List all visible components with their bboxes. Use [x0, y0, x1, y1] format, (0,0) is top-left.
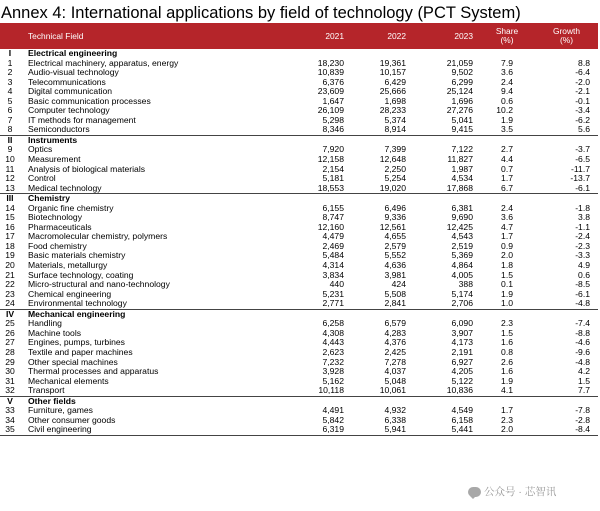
- row-value-2023: 1,987: [451, 163, 473, 174]
- row-value-2022: 6,579: [384, 318, 406, 329]
- section-roman: IV: [0, 309, 20, 319]
- row-value-2022: 5,374: [384, 114, 406, 125]
- row-share: 0.6: [501, 95, 513, 106]
- row-number: 16: [5, 221, 15, 232]
- row-value-2022: 5,508: [384, 288, 406, 299]
- row-number: 10: [5, 154, 15, 165]
- row-value-2021: 5,842: [322, 414, 344, 425]
- row-share: 2.0: [479, 425, 535, 435]
- row-share: 2.7: [501, 144, 513, 155]
- row-value-2022: 7,278: [384, 356, 406, 367]
- row-share: 0.7: [501, 163, 513, 174]
- row-field-name: Semiconductors: [28, 124, 90, 135]
- row-share: 4.1: [501, 385, 513, 396]
- row-value-2022: 4,283: [384, 327, 406, 338]
- row-value-2021: 5,231: [322, 288, 344, 299]
- row-value-2021: 4,443: [322, 337, 344, 348]
- row-value-2021: 12,158: [317, 154, 344, 165]
- row-share: 10.2: [496, 105, 513, 116]
- row-value-2023: 21,059: [446, 57, 473, 68]
- row-growth: 7.7: [578, 385, 590, 396]
- row-share: 1.5: [501, 269, 513, 280]
- row-value-2022: 4,932: [384, 405, 406, 416]
- row-number: 8: [7, 124, 13, 135]
- row-number: 7: [7, 114, 13, 125]
- row-field-name: Pharmaceuticals: [28, 221, 92, 232]
- row-number: 27: [5, 337, 15, 348]
- header-technical-field: Technical Field: [28, 31, 84, 41]
- row-value-2023: 5,041: [451, 114, 473, 125]
- row-field-name: Micro-structural and nano-technology: [28, 279, 170, 290]
- row-field-name: Textile and paper machines: [28, 346, 133, 357]
- row-number: 22: [5, 279, 15, 290]
- row-share: 2.3: [501, 414, 513, 425]
- row-value-2022: 25,666: [379, 86, 406, 97]
- table-row: [0, 184, 598, 194]
- row-number: 12: [5, 173, 15, 184]
- row-growth: -2.3: [575, 240, 590, 251]
- row-value-2023: 2,191: [451, 346, 473, 357]
- row-field-name: Electrical machinery, apparatus, energy: [28, 57, 179, 68]
- row-field-name: IT methods for management: [28, 114, 136, 125]
- row-value-2023: 9,415: [451, 124, 473, 135]
- row-value-2021: 440: [329, 279, 344, 290]
- row-number: 18: [5, 240, 15, 251]
- row-field-name: Transport: [28, 385, 65, 396]
- row-growth: -3.3: [575, 250, 590, 261]
- row-value-2022: 7,399: [384, 144, 406, 155]
- row-value-2023: 1,696: [451, 95, 473, 106]
- row-number: 17: [5, 231, 15, 242]
- row-value-2021: 2,623: [322, 346, 344, 357]
- row-value-2022: 5,552: [384, 250, 406, 261]
- row-value-2022: 1,698: [384, 95, 406, 106]
- row-value-2022: 8,914: [384, 124, 406, 135]
- row-value-2022: 5,254: [384, 173, 406, 184]
- row-growth: -2.8: [575, 414, 590, 425]
- row-value-2023: 6,299: [451, 76, 473, 87]
- row-field-name: Engines, pumps, turbines: [28, 337, 125, 348]
- header-year-2021: 2021: [325, 31, 344, 41]
- row-growth: 5.6: [578, 124, 590, 135]
- row-growth: -4.8: [575, 356, 590, 367]
- row-number: 20: [5, 260, 15, 271]
- row-field-name: Other consumer goods: [28, 414, 116, 425]
- row-share: 2.4: [501, 76, 513, 87]
- row-field-name: Measurement: [28, 154, 81, 165]
- row-value-2021: 10,118: [318, 385, 344, 396]
- row-value-2023: 2,519: [451, 240, 473, 251]
- row-value-2023: 12,425: [446, 221, 473, 232]
- row-value-2022: 19,020: [379, 182, 406, 193]
- row-number: 24: [5, 298, 15, 309]
- row-number: 13: [5, 182, 15, 193]
- row-value-2021: 26,109: [317, 105, 344, 116]
- row-value-2022: 19,361: [379, 57, 406, 68]
- section-name: Other fields: [20, 396, 280, 406]
- row-value-2022: 2,425: [384, 346, 406, 357]
- row-value-2022: 4,037: [384, 366, 406, 377]
- row-share: 2.6: [501, 356, 513, 367]
- row-value-2021: 23,609: [317, 86, 344, 97]
- row-field-name: Machine tools: [28, 327, 82, 338]
- row-value-2023: 27,276: [446, 105, 473, 116]
- row-field-name: Organic fine chemistry: [28, 202, 114, 213]
- row-value-2023: 5,174: [451, 288, 473, 299]
- row-value-2023: 6,927: [451, 356, 473, 367]
- row-field-name: Basic materials chemistry: [28, 250, 126, 261]
- row-value-2021: 5,484: [322, 250, 344, 261]
- row-value-2023: 4,549: [451, 405, 473, 416]
- row-value-2023: 6,090: [451, 318, 473, 329]
- row-share: 1.6: [501, 337, 513, 348]
- row-field-name: Food chemistry: [28, 240, 87, 251]
- row-share: 1.9: [501, 375, 513, 386]
- row-value-2021: 2,771: [322, 298, 344, 309]
- row-value-2023: 4,005: [451, 269, 473, 280]
- row-value-2023: 2,706: [451, 298, 473, 309]
- row-field-name: Control: [28, 173, 56, 184]
- row-value-2022: 10,061: [379, 385, 406, 396]
- row-value-2023: 4,205: [451, 366, 473, 377]
- row-growth: -7.8: [575, 405, 590, 416]
- row-field-name: Mechanical elements: [28, 375, 109, 386]
- row-share: 3.6: [501, 67, 513, 78]
- row-field-name: Optics: [28, 144, 53, 155]
- row-value-2021: 18,230: [317, 57, 344, 68]
- row-value-2022: 12,648: [379, 154, 406, 165]
- row-growth: -9.6: [575, 346, 590, 357]
- row-share: 7.9: [501, 57, 513, 68]
- row-value-2022: 2,250: [384, 163, 406, 174]
- row-value-2022: 6,338: [384, 414, 406, 425]
- row-value-2021: 7,232: [322, 356, 344, 367]
- row-field-name: Telecommunications: [28, 76, 106, 87]
- row-value-2021: 2,154: [322, 163, 344, 174]
- row-value-2021: 5,181: [322, 173, 344, 184]
- row-value-2021: 8,346: [322, 124, 344, 135]
- row-growth: -3.7: [575, 144, 590, 155]
- row-value-2021: 12,160: [317, 221, 344, 232]
- row-growth: -1.8: [575, 202, 590, 213]
- row-number: 14: [5, 202, 15, 213]
- row-number: 23: [5, 288, 15, 299]
- row-growth: -8.4: [535, 425, 598, 435]
- row-growth: -6.1: [575, 182, 590, 193]
- row-growth: -4.8: [575, 298, 590, 309]
- row-value-2022: 10,157: [379, 67, 406, 78]
- row-number: 35: [0, 425, 20, 435]
- row-value-2021: 10,839: [317, 67, 344, 78]
- row-number: 33: [5, 405, 15, 416]
- row-share: 2.0: [501, 250, 513, 261]
- row-number: 9: [7, 144, 13, 155]
- row-growth: -6.1: [575, 288, 590, 299]
- row-value-2023: 25,124: [446, 86, 473, 97]
- row-value-2022: 2,579: [384, 240, 406, 251]
- row-value-2021: 8,747: [322, 212, 344, 223]
- row-number: 5: [7, 95, 13, 106]
- row-number: 32: [5, 385, 15, 396]
- row-field-name: Civil engineering: [20, 425, 280, 435]
- row-field-name: Thermal processes and apparatus: [28, 366, 159, 377]
- row-value-2023: 5,369: [451, 250, 473, 261]
- row-share: 4.7: [501, 221, 513, 232]
- row-growth: 4.9: [578, 260, 590, 271]
- pct-table: [0, 23, 598, 436]
- row-value-2023: 5,441: [412, 425, 479, 435]
- row-value-2023: 4,543: [451, 231, 473, 242]
- row-share: 2.4: [501, 202, 513, 213]
- row-share: 1.7: [501, 231, 513, 242]
- row-value-2021: 4,308: [322, 327, 344, 338]
- row-value-2023: 17,868: [446, 182, 473, 193]
- row-number: 19: [5, 250, 15, 261]
- row-value-2023: 6,381: [451, 202, 473, 213]
- row-growth: -8.5: [575, 279, 590, 290]
- row-value-2022: 28,233: [379, 105, 406, 116]
- row-growth: -2.0: [575, 76, 590, 87]
- header-year-2023: 2023: [454, 31, 473, 41]
- row-share: 1.6: [501, 366, 513, 377]
- row-field-name: Audio-visual technology: [28, 67, 119, 78]
- row-growth: -0.1: [575, 95, 590, 106]
- table-row: [0, 125, 598, 135]
- row-field-name: Digital communication: [28, 86, 113, 97]
- row-growth: -6.4: [575, 67, 590, 78]
- row-share: 1.9: [501, 288, 513, 299]
- row-field-name: Computer technology: [28, 105, 110, 116]
- row-value-2022: 4,655: [384, 231, 406, 242]
- section-roman: I: [8, 48, 12, 58]
- row-growth: -4.6: [575, 337, 590, 348]
- header-share-label: Share: [495, 26, 519, 36]
- row-value-2022: 4,376: [384, 337, 406, 348]
- row-number: 25: [5, 318, 15, 329]
- row-share: 2.3: [501, 318, 513, 329]
- table-row: [0, 386, 598, 396]
- row-value-2022: 4,636: [384, 260, 406, 271]
- row-number: 31: [5, 375, 15, 386]
- row-field-name: Other special machines: [28, 356, 118, 367]
- row-value-2022: 9,336: [384, 212, 406, 223]
- row-value-2021: 6,319: [280, 425, 350, 435]
- row-growth: -6.2: [575, 114, 590, 125]
- row-growth: 3.8: [578, 212, 590, 223]
- row-value-2021: 3,928: [322, 366, 344, 377]
- table-row: [0, 299, 598, 309]
- row-number: 11: [5, 163, 15, 174]
- row-value-2023: 4,173: [451, 337, 473, 348]
- row-number: 29: [5, 356, 15, 367]
- section-roman: II: [0, 135, 20, 145]
- row-share: 3.6: [501, 212, 513, 223]
- row-growth: -3.4: [575, 105, 590, 116]
- row-number: 2: [7, 67, 13, 78]
- row-growth: -8.8: [575, 327, 590, 338]
- row-growth: -2.1: [575, 86, 590, 97]
- row-value-2023: 10,836: [446, 385, 473, 396]
- row-value-2021: 5,298: [322, 114, 344, 125]
- table-header-row: [0, 23, 598, 49]
- section-name: Electrical engineering: [28, 48, 118, 58]
- header-growth: [535, 23, 598, 49]
- row-share: 1.8: [501, 260, 513, 271]
- row-field-name: Surface technology, coating: [28, 269, 134, 280]
- row-value-2023: 3,907: [451, 327, 473, 338]
- row-field-name: Chemical engineering: [28, 288, 112, 299]
- row-value-2021: 1,647: [322, 95, 344, 106]
- header-number: [0, 23, 20, 49]
- row-share: 3.5: [501, 124, 513, 135]
- section-name: Instruments: [20, 135, 280, 145]
- row-share: 1.9: [501, 114, 513, 125]
- watermark: [468, 484, 556, 499]
- row-value-2023: 4,864: [451, 260, 473, 271]
- row-number: 30: [5, 366, 15, 377]
- row-field-name: Analysis of biological materials: [28, 163, 146, 174]
- section-name: Chemistry: [20, 194, 280, 204]
- row-value-2022: 2,841: [384, 298, 406, 309]
- row-value-2022: 5,048: [384, 375, 406, 386]
- row-value-2023: 6,158: [451, 414, 473, 425]
- row-growth: 1.5: [578, 375, 590, 386]
- row-share: 0.1: [501, 279, 513, 290]
- row-growth: -11.7: [571, 163, 590, 174]
- header-year-2022: 2022: [387, 31, 406, 41]
- row-field-name: Environmental technology: [28, 298, 127, 309]
- header-growth-unit: (%): [559, 35, 574, 45]
- row-growth: -1.1: [575, 221, 590, 232]
- row-share: 0.8: [501, 346, 513, 357]
- table-row: [0, 425, 598, 435]
- row-number: 3: [7, 76, 13, 87]
- header-growth-label: Growth: [553, 26, 580, 36]
- row-number: 4: [7, 86, 13, 97]
- row-field-name: Handling: [28, 318, 62, 329]
- row-value-2021: 4,479: [322, 231, 344, 242]
- table-body: [0, 49, 598, 435]
- row-value-2023: 4,534: [451, 173, 473, 184]
- row-value-2021: 3,834: [322, 269, 344, 280]
- row-value-2022: 3,981: [384, 269, 406, 280]
- row-field-name: Basic communication processes: [28, 95, 151, 106]
- row-field-name: Furniture, games: [28, 405, 93, 416]
- row-share: 1.7: [501, 173, 513, 184]
- row-share: 0.9: [501, 240, 513, 251]
- row-growth: 0.6: [578, 269, 590, 280]
- row-share: 1.7: [501, 405, 513, 416]
- row-growth: -6.5: [575, 154, 590, 165]
- row-growth: 4.2: [578, 366, 590, 377]
- row-share: 1.5: [501, 327, 513, 338]
- row-growth: -13.7: [570, 173, 590, 184]
- row-value-2021: 5,162: [322, 375, 344, 386]
- row-value-2022: 12,561: [379, 221, 406, 232]
- row-value-2021: 6,155: [322, 202, 344, 213]
- row-growth: 8.8: [578, 57, 590, 68]
- section-roman: III: [0, 194, 20, 204]
- row-number: 15: [5, 212, 15, 223]
- row-share: 9.4: [501, 86, 513, 97]
- row-value-2023: 11,827: [447, 154, 473, 165]
- row-growth: -7.4: [575, 318, 590, 329]
- header-share: [479, 23, 535, 49]
- row-value-2021: 4,314: [322, 260, 344, 271]
- row-number: 21: [5, 269, 15, 280]
- section-name: Mechanical engineering: [20, 309, 280, 319]
- row-value-2023: 9,690: [451, 212, 473, 223]
- row-value-2021: 2,469: [322, 240, 344, 251]
- row-value-2023: 5,122: [451, 375, 473, 386]
- row-value-2021: 7,920: [322, 144, 344, 155]
- row-field-name: Biotechnology: [28, 212, 82, 223]
- row-value-2023: 388: [458, 279, 473, 290]
- row-number: 1: [7, 57, 13, 68]
- row-share: 4.4: [501, 154, 513, 165]
- row-number: 6: [7, 105, 13, 116]
- row-value-2022: 424: [391, 279, 406, 290]
- row-value-2022: 5,941: [350, 425, 412, 435]
- row-number: 34: [5, 414, 15, 425]
- row-number: 26: [5, 327, 15, 338]
- row-value-2023: 7,122: [451, 144, 473, 155]
- row-field-name: Medical technology: [28, 182, 102, 193]
- wechat-icon: [468, 487, 481, 497]
- section-roman: V: [0, 396, 20, 406]
- row-share: 6.7: [501, 182, 513, 193]
- watermark-text: 公众号 · 芯智讯: [484, 486, 557, 498]
- row-value-2021: 18,553: [317, 182, 344, 193]
- row-value-2021: 4,491: [322, 405, 344, 416]
- row-field-name: Macromolecular chemistry, polymers: [28, 231, 168, 242]
- page-title: Annex 4: International applications by field of technology (PCT System): [1, 4, 521, 22]
- row-field-name: Materials, metallurgy: [28, 260, 108, 271]
- row-growth: -2.4: [575, 231, 590, 242]
- header-share-unit: (%): [500, 35, 514, 45]
- row-value-2021: 6,376: [322, 76, 344, 87]
- row-value-2022: 6,496: [384, 202, 406, 213]
- row-value-2023: 9,502: [451, 67, 473, 78]
- row-number: 28: [5, 346, 15, 357]
- row-value-2021: 6,258: [322, 318, 344, 329]
- row-share: 1.0: [501, 298, 513, 309]
- row-value-2022: 6,429: [384, 76, 406, 87]
